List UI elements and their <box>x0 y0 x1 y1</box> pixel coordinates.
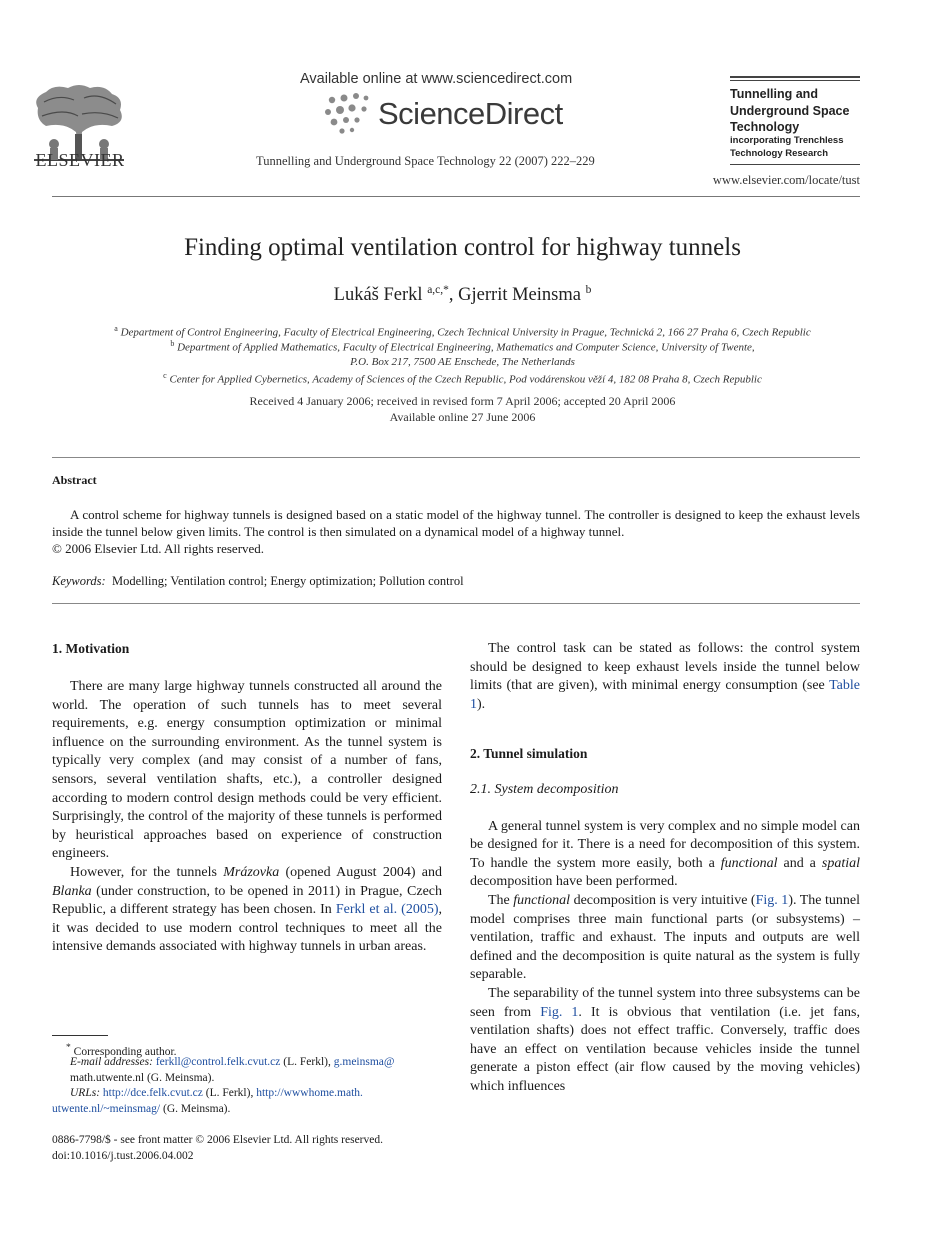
affiliation-mark: b <box>170 339 175 348</box>
article-title: Finding optimal ventilation control for highway tunnels <box>184 234 741 261</box>
journal-citation: Tunnelling and Underground Space Technology 22 (2007) 222–229 <box>256 154 595 168</box>
affiliation-text: Department of Control Engineering, Faculty of Electrical Engineering, Czech Technical University in Prague, Technická 2, 166 27 Praha 6, Czech Republic <box>120 326 811 339</box>
tunnel-name: Mrázovka <box>223 864 280 880</box>
left-column <box>52 678 442 957</box>
available-online-text: Available online at www.sciencedirect.com <box>300 71 573 87</box>
doi-line[interactable]: doi:10.1016/j.tust.2006.04.002 <box>52 1149 194 1162</box>
author-name: Lukáš Ferkl <box>333 285 423 306</box>
footnote-mark: * <box>66 1042 71 1053</box>
abstract-divider <box>52 603 860 604</box>
figure-ref-link[interactable]: Fig. 1 <box>755 892 789 908</box>
affiliation <box>30 337 895 369</box>
email-link[interactable]: g.meinsma@ <box>333 1056 395 1068</box>
affiliation-mark: a <box>114 324 118 333</box>
author-name: Gjerrit Meinsma <box>458 285 581 306</box>
footnote-urls: URLs: http://dce.felk.cvut.cz (L. Ferkl), http://wwwhome.math. utwente.nl/~meinsmag/ (G. Meinsma). <box>52 1087 363 1115</box>
journal-box-rule <box>730 80 860 81</box>
bottom-info <box>52 1133 383 1164</box>
affiliation <box>30 369 895 387</box>
section-heading: 2. Tunnel simulation <box>470 746 588 762</box>
affiliation-mark: c <box>163 371 167 380</box>
journal-url-link[interactable]: www.elsevier.com/locate/tust <box>712 173 860 187</box>
footnote-text: Corresponding author. <box>73 1045 177 1058</box>
affiliation-text: Department of Applied Mathematics, Faculty of Electrical Engineering, Mathematics and Computer Science, University of Twente, <box>177 341 755 354</box>
subsection-heading: 2.1. System decomposition <box>470 781 619 797</box>
citation-link[interactable]: Ferkl et al. (2005) <box>335 902 439 918</box>
abstract-divider <box>52 457 860 458</box>
affiliation-text: Center for Applied Cybernetics, Academy of Sciences of the Czech Republic, Pod vodárenskou věží 4, 182 08 Praha 8, Czech Republic <box>169 373 762 386</box>
paragraph: However, for the tunnels Mrázovka (opened August 2004) and Blanka (under construction, to be opened in 2011) in Prague, Czech Republic, a different strategy has been chosen. In Ferkl et al. (2005), it was decided to use modern control techniques to meet all the intensive demands associated with highway tunnels in urban areas. <box>52 864 442 955</box>
footnote-rule <box>52 1035 108 1036</box>
abstract-copyright: © 2006 Elsevier Ltd. All rights reserved. <box>52 541 265 556</box>
available-date: Available online 27 June 2006 <box>389 410 536 424</box>
journal-box-rule <box>730 76 860 78</box>
abstract-heading: Abstract <box>52 473 97 487</box>
table-ref-link[interactable]: Table 1 <box>470 678 860 712</box>
author-affiliation-mark: a,c,* <box>427 284 449 296</box>
author-affiliation-mark: b <box>585 284 592 296</box>
url-link[interactable]: http://dce.felk.cvut.cz <box>102 1087 203 1099</box>
paragraph: A general tunnel system is very complex and no simple model can be designed for it. There is a need for decomposition of this system. To handle the system more easily, both a functional and a spatial decomposition have been performed. <box>470 818 860 890</box>
journal-subtitle: incorporating Trenchless Technology Research <box>730 135 844 159</box>
affiliation-text: P.O. Box 217, 7500 AE Enschede, The Netherlands <box>350 355 575 368</box>
footnote-label: E-mail addresses: <box>70 1056 153 1068</box>
keywords-list: Modelling; Ventilation control; Energy optimization; Pollution control <box>111 574 464 588</box>
footnote-label: URLs: <box>70 1087 101 1099</box>
url-link[interactable]: http://wwwhome.math. <box>256 1087 363 1099</box>
journal-name: Tunnelling and Underground Space Technology <box>730 87 850 134</box>
keywords <box>52 574 464 589</box>
figure-ref-link[interactable]: Fig. 1 <box>540 1004 579 1020</box>
paragraph: The functional decomposition is very intuitive (Fig. 1). The tunnel model comprises three main functional parts (or subsystems) – ventilation, traffic and exhaust. The inputs and outputs are well defined and the decomposition is quite natural as the system is fully separable. <box>470 892 861 983</box>
paragraph: The separability of the tunnel system into three subsystems can be seen from Fig. 1. It is obvious that ventilation (i.e. jet fans, ventilation shafts) does not effect traffic. Conversely, traffic does have an effect on ventilation because vehicles inside the tunnel generate a piston effect (air flow caused by the moving vehicles) which influences <box>470 985 860 1094</box>
right-column <box>470 640 860 1096</box>
header-divider <box>52 196 860 197</box>
email-link[interactable]: ferkll@control.felk.cvut.cz <box>155 1056 281 1068</box>
author-list <box>0 284 925 306</box>
sciencedirect-wordmark: ScienceDirect <box>378 96 563 131</box>
publisher-name: ELSEVIER <box>35 150 125 170</box>
section-heading: 1. Motivation <box>52 641 130 656</box>
tunnel-name: Blanka <box>52 883 92 899</box>
paragraph: There are many large highway tunnels constructed all around the world. The operation of such tunnels has to meet several requirements, e.g. energy consumption optimization or minimal influence on the surrounding environment. As the tunnel system is typically very complex (and may consist of a number of fans, sensors, several ventilation shafts, etc.), a controller designed according to modern control design methods could be very efficient. Surprisingly, the control of the majority of these tunnels is performed by heuristical approaches based on experience of construction engineers. <box>52 679 442 862</box>
issn-line: 0886-7798/$ - see front matter © 2006 Elsevier Ltd. All rights reserved. <box>52 1134 383 1146</box>
keywords-label: Keywords: <box>52 574 106 588</box>
journal-box-rule <box>730 164 860 165</box>
url-link[interactable]: utwente.nl/~meinsmag/ <box>52 1102 161 1115</box>
paragraph: The control task can be stated as follows: the control system should be designed to keep exhaust levels inside the tunnel below limits (that are given), with minimal energy consumption (see Table 1). <box>470 641 860 712</box>
footnote-emails: E-mail addresses: ferkll@control.felk.cvut.cz (L. Ferkl), g.meinsma@ math.utwente.nl (G. Meinsma). <box>70 1056 395 1084</box>
received-dates: Received 4 January 2006; received in revised form 7 April 2006; accepted 20 April 2006 <box>249 394 676 408</box>
author-separator: , <box>448 285 459 306</box>
abstract-text: A control scheme for highway tunnels is designed based on a static model of the highway tunnel. The controller is designed to keep the exhaust levels inside the tunnel below given limits. The control is then simulated on a dynamical model of a highway tunnel. <box>52 507 860 539</box>
